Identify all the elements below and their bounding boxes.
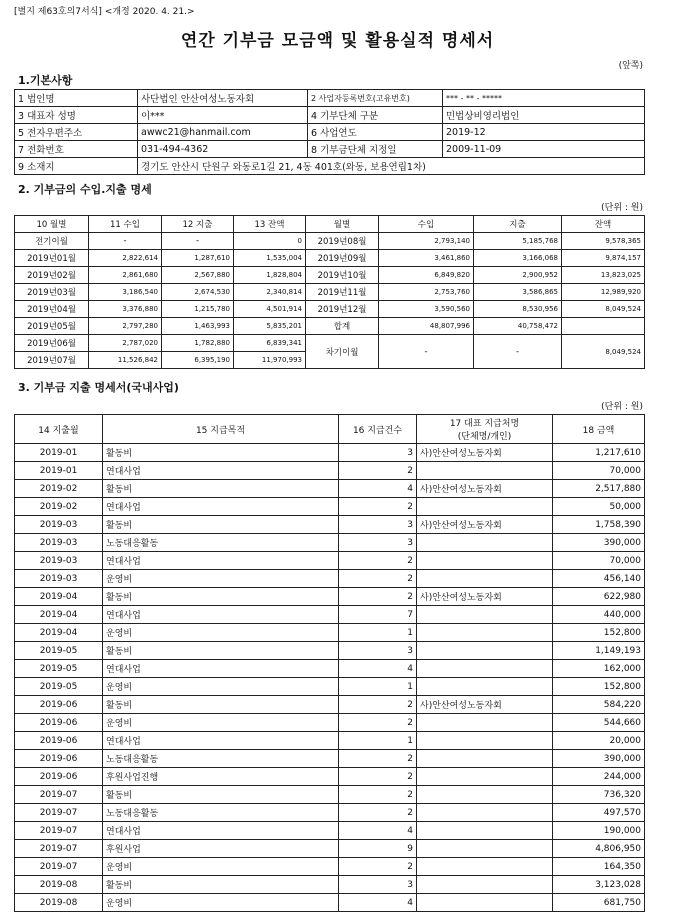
amount: 1,149,193 bbox=[553, 642, 645, 660]
field-label: 2 사업자등록번호(고유번호) bbox=[308, 90, 443, 107]
expense-value: 1,287,610 bbox=[162, 250, 234, 267]
column-header: 10 월별 bbox=[15, 216, 89, 233]
payment-count: 2 bbox=[339, 768, 417, 786]
expense-month: 2019-06 bbox=[15, 750, 103, 768]
amount: 190,000 bbox=[553, 822, 645, 840]
payment-count: 1 bbox=[339, 624, 417, 642]
section2-title: 2. 기부금의 수입.지출 명세 bbox=[18, 183, 152, 196]
expense-month: 2019-07 bbox=[15, 786, 103, 804]
expense-month: 2019-07 bbox=[15, 822, 103, 840]
income-value: 11,526,842 bbox=[89, 352, 162, 369]
detail-header-row bbox=[15, 415, 645, 444]
payment-purpose: 후원사업진행 bbox=[103, 768, 339, 786]
income-value: 3,376,880 bbox=[89, 301, 162, 318]
payee-name bbox=[417, 876, 553, 894]
table-row bbox=[15, 444, 645, 462]
payee-name bbox=[417, 732, 553, 750]
total-expense: 40,758,472 bbox=[474, 318, 562, 335]
table-row bbox=[15, 660, 645, 678]
payment-purpose: 운영비 bbox=[103, 570, 339, 588]
total-income: 48,807,996 bbox=[379, 318, 474, 335]
table-row bbox=[15, 516, 645, 534]
table-row bbox=[15, 732, 645, 750]
balance-value: 13,823,025 bbox=[562, 267, 645, 284]
carry-balance: 8,049,524 bbox=[562, 335, 645, 369]
balance-value: 9,874,157 bbox=[562, 250, 645, 267]
expense-month: 2019-07 bbox=[15, 840, 103, 858]
payment-purpose: 후원사업 bbox=[103, 840, 339, 858]
payment-purpose: 운영비 bbox=[103, 858, 339, 876]
amount: 4,806,950 bbox=[553, 840, 645, 858]
month-label: 2019년07월 bbox=[15, 352, 89, 369]
month-label: 2019년10월 bbox=[306, 267, 379, 284]
table-row bbox=[15, 876, 645, 894]
carry-income: - bbox=[379, 335, 474, 369]
expense-month: 2019-04 bbox=[15, 624, 103, 642]
amount: 440,000 bbox=[553, 606, 645, 624]
amount: 50,000 bbox=[553, 498, 645, 516]
amount: 2,517,880 bbox=[553, 480, 645, 498]
expense-month: 2019-03 bbox=[15, 552, 103, 570]
balance-value: 9,578,365 bbox=[562, 233, 645, 250]
payee-name bbox=[417, 624, 553, 642]
month-label: 2019년09월 bbox=[306, 250, 379, 267]
payee-name bbox=[417, 570, 553, 588]
expense-value: 2,674,530 bbox=[162, 284, 234, 301]
payee-name bbox=[417, 678, 553, 696]
month-label: 2019년08월 bbox=[306, 233, 379, 250]
income-value: 2,753,760 bbox=[379, 284, 474, 301]
payment-purpose: 활동비 bbox=[103, 786, 339, 804]
payment-count: 2 bbox=[339, 552, 417, 570]
basic-info-row bbox=[15, 90, 645, 107]
payee-name bbox=[417, 840, 553, 858]
amount: 622,980 bbox=[553, 588, 645, 606]
payee-name: 사)안산여성노동자회 bbox=[417, 588, 553, 606]
expense-value: 1,215,780 bbox=[162, 301, 234, 318]
carry-expense: - bbox=[474, 335, 562, 369]
table-row bbox=[15, 822, 645, 840]
payment-count: 4 bbox=[339, 822, 417, 840]
payment-count: 7 bbox=[339, 606, 417, 624]
month-label: 2019년01월 bbox=[15, 250, 89, 267]
payment-count: 1 bbox=[339, 678, 417, 696]
payment-purpose: 활동비 bbox=[103, 480, 339, 498]
address-value: 경기도 안산시 단원구 와동로1길 21, 4동 401호(와동, 보용연립1차) bbox=[138, 158, 645, 175]
table-row bbox=[15, 714, 645, 732]
summary-row bbox=[15, 318, 645, 335]
section2-unit: (단위 : 원) bbox=[601, 203, 643, 213]
payment-purpose: 활동비 bbox=[103, 516, 339, 534]
expense-value: 5,185,768 bbox=[474, 233, 562, 250]
field-label: 9 소재지 bbox=[15, 158, 138, 175]
balance-value: 4,501,914 bbox=[234, 301, 306, 318]
payment-purpose: 운영비 bbox=[103, 624, 339, 642]
expense-month: 2019-05 bbox=[15, 678, 103, 696]
payee-name bbox=[417, 552, 553, 570]
payment-count: 3 bbox=[339, 642, 417, 660]
amount: 390,000 bbox=[553, 534, 645, 552]
expense-month: 2019-08 bbox=[15, 894, 103, 912]
payment-purpose: 노동대응활동 bbox=[103, 804, 339, 822]
payee-name bbox=[417, 894, 553, 912]
summary-header-row bbox=[15, 216, 645, 233]
table-row bbox=[15, 786, 645, 804]
expense-month: 2019-02 bbox=[15, 498, 103, 516]
expense-value: 3,166,068 bbox=[474, 250, 562, 267]
table-row bbox=[15, 840, 645, 858]
expense-month: 2019-06 bbox=[15, 732, 103, 750]
field-label: 7 전화번호 bbox=[15, 141, 138, 158]
income-value: - bbox=[89, 233, 162, 250]
total-balance bbox=[562, 318, 645, 335]
expense-value: 8,530,956 bbox=[474, 301, 562, 318]
payment-purpose: 연대사업 bbox=[103, 552, 339, 570]
expense-month: 2019-03 bbox=[15, 534, 103, 552]
summary-row bbox=[15, 250, 645, 267]
month-label: 2019년05월 bbox=[15, 318, 89, 335]
payment-count: 2 bbox=[339, 498, 417, 516]
amount: 1,758,390 bbox=[553, 516, 645, 534]
table-row bbox=[15, 552, 645, 570]
amount: 497,570 bbox=[553, 804, 645, 822]
payment-purpose: 연대사업 bbox=[103, 498, 339, 516]
month-label: 2019년04월 bbox=[15, 301, 89, 318]
expense-month: 2019-08 bbox=[15, 876, 103, 894]
amount: 70,000 bbox=[553, 552, 645, 570]
payment-purpose: 연대사업 bbox=[103, 660, 339, 678]
payment-purpose: 운영비 bbox=[103, 714, 339, 732]
column-header: 월별 bbox=[306, 216, 379, 233]
balance-value: 5,835,201 bbox=[234, 318, 306, 335]
income-value: 2,861,680 bbox=[89, 267, 162, 284]
payment-purpose: 활동비 bbox=[103, 444, 339, 462]
table-row bbox=[15, 768, 645, 786]
total-label: 합계 bbox=[306, 318, 379, 335]
payment-count: 2 bbox=[339, 570, 417, 588]
income-value: 6,849,820 bbox=[379, 267, 474, 284]
payment-count: 3 bbox=[339, 876, 417, 894]
payment-purpose: 연대사업 bbox=[103, 462, 339, 480]
payment-count: 4 bbox=[339, 894, 417, 912]
field-label: 5 전자우편주소 bbox=[15, 124, 138, 141]
table-row bbox=[15, 804, 645, 822]
section3-unit: (단위 : 원) bbox=[601, 402, 643, 412]
amount: 456,140 bbox=[553, 570, 645, 588]
field-value: 2019-12 bbox=[443, 124, 645, 141]
table-row bbox=[15, 480, 645, 498]
column-header: 13 잔액 bbox=[234, 216, 306, 233]
expense-value: 2,567,880 bbox=[162, 267, 234, 284]
payment-count: 2 bbox=[339, 858, 417, 876]
column-header: 14 지출월 bbox=[15, 415, 103, 444]
field-value: awwc21@hanmail.com bbox=[138, 124, 308, 141]
expense-month: 2019-04 bbox=[15, 606, 103, 624]
income-value: 3,461,860 bbox=[379, 250, 474, 267]
amount: 152,800 bbox=[553, 678, 645, 696]
income-value: 2,822,614 bbox=[89, 250, 162, 267]
field-value: 사단법인 안산여성노동자회 bbox=[138, 90, 308, 107]
payment-count: 3 bbox=[339, 534, 417, 552]
summary-row bbox=[15, 284, 645, 301]
payee-name bbox=[417, 642, 553, 660]
payment-purpose: 연대사업 bbox=[103, 822, 339, 840]
expense-month: 2019-05 bbox=[15, 660, 103, 678]
table-row bbox=[15, 696, 645, 714]
amount: 70,000 bbox=[553, 462, 645, 480]
table-row bbox=[15, 606, 645, 624]
table-row bbox=[15, 534, 645, 552]
payment-purpose: 운영비 bbox=[103, 678, 339, 696]
table-row bbox=[15, 858, 645, 876]
basic-info-row bbox=[15, 124, 645, 141]
basic-info-row bbox=[15, 107, 645, 124]
payment-count: 9 bbox=[339, 840, 417, 858]
expense-month: 2019-06 bbox=[15, 696, 103, 714]
expense-value: 3,586,865 bbox=[474, 284, 562, 301]
field-value: 민법상비영리법인 bbox=[443, 107, 645, 124]
expense-month: 2019-03 bbox=[15, 516, 103, 534]
balance-value: 12,989,920 bbox=[562, 284, 645, 301]
payment-count: 4 bbox=[339, 480, 417, 498]
column-header: 잔액 bbox=[562, 216, 645, 233]
column-header: 16 지급건수 bbox=[339, 415, 417, 444]
payee-name bbox=[417, 822, 553, 840]
column-header: 11 수입 bbox=[89, 216, 162, 233]
field-label: 3 대표자 성명 bbox=[15, 107, 138, 124]
payment-count: 2 bbox=[339, 714, 417, 732]
amount: 584,220 bbox=[553, 696, 645, 714]
table-row bbox=[15, 498, 645, 516]
amount: 3,123,028 bbox=[553, 876, 645, 894]
payment-count: 3 bbox=[339, 516, 417, 534]
expense-month: 2019-04 bbox=[15, 588, 103, 606]
balance-value: 1,828,804 bbox=[234, 267, 306, 284]
section1-title: 1.기본사항 bbox=[18, 74, 73, 87]
income-value: 2,793,140 bbox=[379, 233, 474, 250]
expense-month: 2019-03 bbox=[15, 570, 103, 588]
balance-value: 11,970,993 bbox=[234, 352, 306, 369]
payee-name bbox=[417, 714, 553, 732]
carry-label: 차기이월 bbox=[306, 335, 379, 369]
payment-count: 2 bbox=[339, 588, 417, 606]
month-label: 전기이월 bbox=[15, 233, 89, 250]
amount: 20,000 bbox=[553, 732, 645, 750]
amount: 681,750 bbox=[553, 894, 645, 912]
expense-value: - bbox=[162, 233, 234, 250]
amount: 544,660 bbox=[553, 714, 645, 732]
payment-count: 2 bbox=[339, 696, 417, 714]
income-value: 3,590,560 bbox=[379, 301, 474, 318]
basic-info-row bbox=[15, 158, 645, 175]
payment-purpose: 노동대응활동 bbox=[103, 534, 339, 552]
month-label: 2019년06월 bbox=[15, 335, 89, 352]
field-label: 6 사업연도 bbox=[308, 124, 443, 141]
amount: 1,217,610 bbox=[553, 444, 645, 462]
month-label: 2019년03월 bbox=[15, 284, 89, 301]
amount: 152,800 bbox=[553, 624, 645, 642]
expense-month: 2019-01 bbox=[15, 444, 103, 462]
month-label: 2019년12월 bbox=[306, 301, 379, 318]
income-value: 3,186,540 bbox=[89, 284, 162, 301]
basic-info-table bbox=[14, 89, 645, 175]
payment-purpose: 활동비 bbox=[103, 642, 339, 660]
expense-month: 2019-07 bbox=[15, 804, 103, 822]
page-side-label: (앞쪽) bbox=[618, 61, 643, 71]
field-label: 4 기부단체 구분 bbox=[308, 107, 443, 124]
payee-name bbox=[417, 606, 553, 624]
expense-value: 1,782,880 bbox=[162, 335, 234, 352]
payee-name: 사)안산여성노동자회 bbox=[417, 444, 553, 462]
amount: 244,000 bbox=[553, 768, 645, 786]
summary-row bbox=[15, 267, 645, 284]
payment-purpose: 노동대응활동 bbox=[103, 750, 339, 768]
column-header: 17 대표 지급처명 (단체명/개인) bbox=[417, 415, 553, 444]
amount: 162,000 bbox=[553, 660, 645, 678]
payment-purpose: 활동비 bbox=[103, 696, 339, 714]
field-value: *** - ** - ***** bbox=[443, 90, 645, 107]
payment-count: 2 bbox=[339, 786, 417, 804]
balance-value: 1,535,004 bbox=[234, 250, 306, 267]
table-row bbox=[15, 678, 645, 696]
month-label: 2019년11월 bbox=[306, 284, 379, 301]
field-value: 2009-11-09 bbox=[443, 141, 645, 158]
section3-title: 3. 기부금 지출 명세서(국내사업) bbox=[18, 381, 179, 394]
payment-purpose: 활동비 bbox=[103, 588, 339, 606]
income-value: 2,787,020 bbox=[89, 335, 162, 352]
column-header: 15 지급목적 bbox=[103, 415, 339, 444]
payment-purpose: 운영비 bbox=[103, 894, 339, 912]
field-value: 이*** bbox=[138, 107, 308, 124]
payee-name bbox=[417, 534, 553, 552]
field-label: 8 기부금단체 지정일 bbox=[308, 141, 443, 158]
payee-name: 사)안산여성노동자회 bbox=[417, 516, 553, 534]
column-header: 지출 bbox=[474, 216, 562, 233]
balance-value: 6,839,341 bbox=[234, 335, 306, 352]
table-row bbox=[15, 462, 645, 480]
payee-name bbox=[417, 786, 553, 804]
form-number: [별지 제63호의7서식] <개정 2020. 4. 21.> bbox=[14, 7, 195, 17]
table-row bbox=[15, 642, 645, 660]
expense-month: 2019-02 bbox=[15, 480, 103, 498]
table-row bbox=[15, 570, 645, 588]
expense-month: 2019-07 bbox=[15, 858, 103, 876]
summary-row bbox=[15, 335, 645, 352]
expense-month: 2019-06 bbox=[15, 768, 103, 786]
month-label: 2019년02월 bbox=[15, 267, 89, 284]
payment-count: 4 bbox=[339, 660, 417, 678]
expense-value: 2,900,952 bbox=[474, 267, 562, 284]
basic-info-row bbox=[15, 141, 645, 158]
expenditure-detail-table bbox=[14, 414, 645, 912]
summary-row bbox=[15, 301, 645, 318]
balance-value: 8,049,524 bbox=[562, 301, 645, 318]
field-label: 1 법인명 bbox=[15, 90, 138, 107]
document-title: 연간 기부금 모금액 및 활용실적 명세서 bbox=[180, 31, 495, 51]
expense-month: 2019-06 bbox=[15, 714, 103, 732]
payee-name bbox=[417, 768, 553, 786]
table-row bbox=[15, 894, 645, 912]
expense-value: 1,463,993 bbox=[162, 318, 234, 335]
amount: 736,320 bbox=[553, 786, 645, 804]
payee-name bbox=[417, 660, 553, 678]
summary-row bbox=[15, 233, 645, 250]
payee-name: 사)안산여성노동자회 bbox=[417, 696, 553, 714]
payment-purpose: 연대사업 bbox=[103, 732, 339, 750]
payment-count: 1 bbox=[339, 732, 417, 750]
amount: 390,000 bbox=[553, 750, 645, 768]
monthly-summary-table bbox=[14, 215, 645, 369]
expense-month: 2019-05 bbox=[15, 642, 103, 660]
column-header: 12 지출 bbox=[162, 216, 234, 233]
payee-name bbox=[417, 462, 553, 480]
balance-value: 0 bbox=[234, 233, 306, 250]
amount: 164,350 bbox=[553, 858, 645, 876]
payment-count: 3 bbox=[339, 444, 417, 462]
payment-count: 2 bbox=[339, 750, 417, 768]
payee-name bbox=[417, 804, 553, 822]
payee-name bbox=[417, 858, 553, 876]
table-row bbox=[15, 624, 645, 642]
payment-count: 2 bbox=[339, 462, 417, 480]
expense-value: 6,395,190 bbox=[162, 352, 234, 369]
payment-purpose: 활동비 bbox=[103, 876, 339, 894]
payee-name: 사)안산여성노동자회 bbox=[417, 480, 553, 498]
field-value: 031-494-4362 bbox=[138, 141, 308, 158]
payee-name bbox=[417, 750, 553, 768]
payment-purpose: 연대사업 bbox=[103, 606, 339, 624]
payee-name bbox=[417, 498, 553, 516]
income-value: 2,797,280 bbox=[89, 318, 162, 335]
expense-month: 2019-01 bbox=[15, 462, 103, 480]
table-row bbox=[15, 750, 645, 768]
balance-value: 2,340,814 bbox=[234, 284, 306, 301]
column-header: 수입 bbox=[379, 216, 474, 233]
table-row bbox=[15, 588, 645, 606]
column-header: 18 금액 bbox=[553, 415, 645, 444]
payment-count: 2 bbox=[339, 804, 417, 822]
